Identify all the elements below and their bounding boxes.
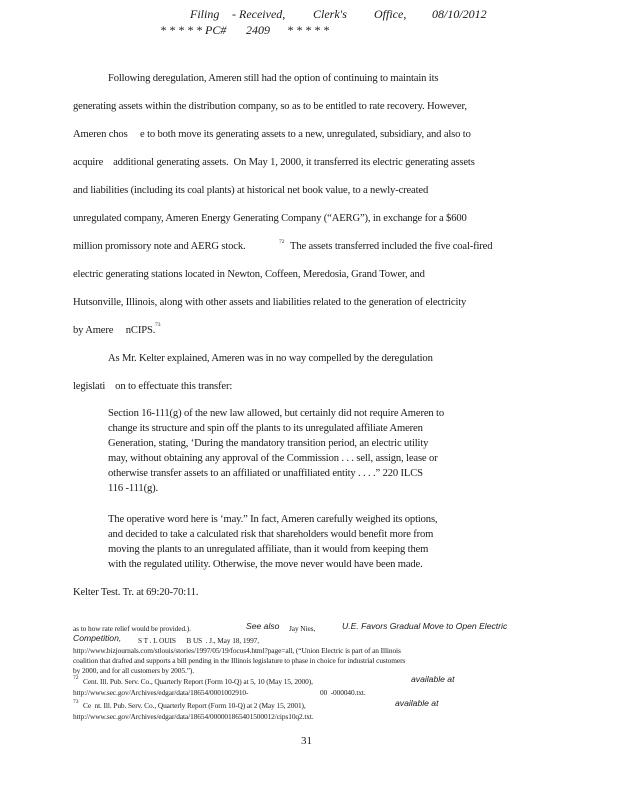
header-pc-number: 2409 bbox=[246, 23, 270, 37]
footnote-text: Ce nt. Ill. Pub. Serv. Co., Quarterly Report (Form 10-Q) at 2 (May 15, 2001), bbox=[83, 701, 306, 710]
quote-line: may, without obtaining any approval of the Commission . . . sell, assign, lease or bbox=[108, 453, 438, 464]
footnote-journal: S T . L OUIS B US . J., May 18, 1997, bbox=[138, 636, 260, 645]
quote-line: moving the plants to an unregulated affiliate, than it would from keeping them bbox=[108, 544, 429, 555]
quote-line: and decided to take a calculated risk that shareholders would benefit more from bbox=[108, 529, 434, 540]
body-line: million promissory note and AERG stock. bbox=[73, 241, 246, 252]
quote-line: Generation, stating, ‘During the mandatory transition period, an electric utility bbox=[108, 438, 429, 449]
footnote-available-at: available at bbox=[411, 674, 455, 684]
header-date: 08/10/2012 bbox=[432, 7, 487, 21]
page-number: 31 bbox=[301, 735, 312, 747]
header-office: Office, bbox=[374, 7, 407, 21]
body-line: electric generating stations located in Newton, Coffeen, Meredosia, Grand Tower, and bbox=[73, 269, 425, 280]
footnote-text: as to how rate relief would be provided.). bbox=[73, 624, 191, 633]
body-line: Ameren chos e to both move its generating assets to a new, unregulated, subsidiary, and also to bbox=[73, 129, 471, 140]
quote-line: The operative word here is ‘may.” In fact, Ameren carefully weighed its options, bbox=[108, 514, 438, 525]
body-line: acquire additional generating assets. On May 1, 2000, it transferred its electric generating assets bbox=[73, 157, 475, 168]
footnote-article-title: U.E. Favors Gradual Move to Open Electric bbox=[342, 621, 508, 631]
body-line: Hutsonville, Illinois, along with other assets and liabilities related to the generation of electricity bbox=[73, 297, 467, 308]
body-line: generating assets within the distribution company, so as to be entitled to rate recovery. However, bbox=[73, 101, 467, 112]
footnote-url[interactable]: http://www.sec.gov/Archives/edgar/data/18654/0001002910- bbox=[73, 688, 249, 697]
body-line: legislati on to effectuate this transfer: bbox=[73, 381, 233, 392]
quote-line: with the regulated utility. Otherwise, the move never would have been made. bbox=[108, 559, 423, 570]
header-received: - Received, bbox=[232, 7, 286, 21]
footnote-url[interactable]: http://www.bizjournals.com/stlouis/stories/1997/05/19/focus4.html?page=all, (“Union Electric is part of an Illinois bbox=[73, 646, 401, 655]
body-line: by Amere nCIPS. bbox=[73, 325, 156, 336]
footnote-number: 73 bbox=[73, 699, 79, 705]
body-line: As Mr. Kelter explained, Ameren was in no way compelled by the deregulation bbox=[108, 353, 433, 364]
body-line: The assets transferred included the five coal-fired bbox=[290, 241, 493, 252]
body-line: Following deregulation, Ameren still had the option of continuing to maintain its bbox=[108, 73, 439, 84]
footnote-url[interactable]: http://www.sec.gov/Archives/edgar/data/18654/000001865401500012/cips10q2.txt. bbox=[73, 712, 314, 721]
footnote-available-at: available at bbox=[395, 698, 439, 708]
footnote-signal: See also bbox=[246, 621, 280, 631]
quote-line: 116 -111(g). bbox=[108, 483, 158, 494]
footnote-text: Cent. Ill. Pub. Serv. Co., Quarterly Report (Form 10-Q) at 5, 10 (May 15, 2000), bbox=[83, 677, 313, 686]
header-filing: Filing bbox=[190, 7, 220, 21]
citation: Kelter Test. Tr. at 69:20-70:11. bbox=[73, 587, 199, 598]
quote-line: change its structure and spin off the plants to its unregulated affiliate Ameren bbox=[108, 423, 423, 434]
footnote-article-title: Competition, bbox=[73, 633, 122, 643]
body-line: and liabilities (including its coal plants) at historical net book value, to a newly-created bbox=[73, 185, 429, 196]
footnote-text: by 2000, and for all customers by 2005.”). bbox=[73, 666, 195, 675]
quote-line: Section 16-111(g) of the new law allowed, but certainly did not require Ameren to bbox=[108, 408, 444, 419]
header-clerks: Clerk's bbox=[313, 7, 347, 21]
footnote-text: coalition that drafted and supports a bill pending in the Illinois legislature to phase in choice for industrial customers bbox=[73, 656, 406, 665]
body-line: unregulated company, Ameren Energy Generating Company (“AERG”), in exchange for a $600 bbox=[73, 213, 467, 224]
header-pc-suffix: * * * * * bbox=[287, 23, 329, 37]
quote-line: otherwise transfer assets to an affiliated or unaffiliated entity . . . .” 220 ILCS bbox=[108, 468, 423, 479]
footnote-author: Jay Nies, bbox=[289, 624, 316, 633]
footnote-ref-72[interactable]: 72 bbox=[279, 239, 285, 245]
header-pc-prefix: * * * * * PC# bbox=[160, 23, 227, 37]
footnote-ref-73[interactable]: 73 bbox=[155, 322, 161, 328]
footnote-number: 72 bbox=[73, 675, 79, 681]
footnote-url[interactable]: 00 -000040.txt. bbox=[320, 688, 366, 697]
